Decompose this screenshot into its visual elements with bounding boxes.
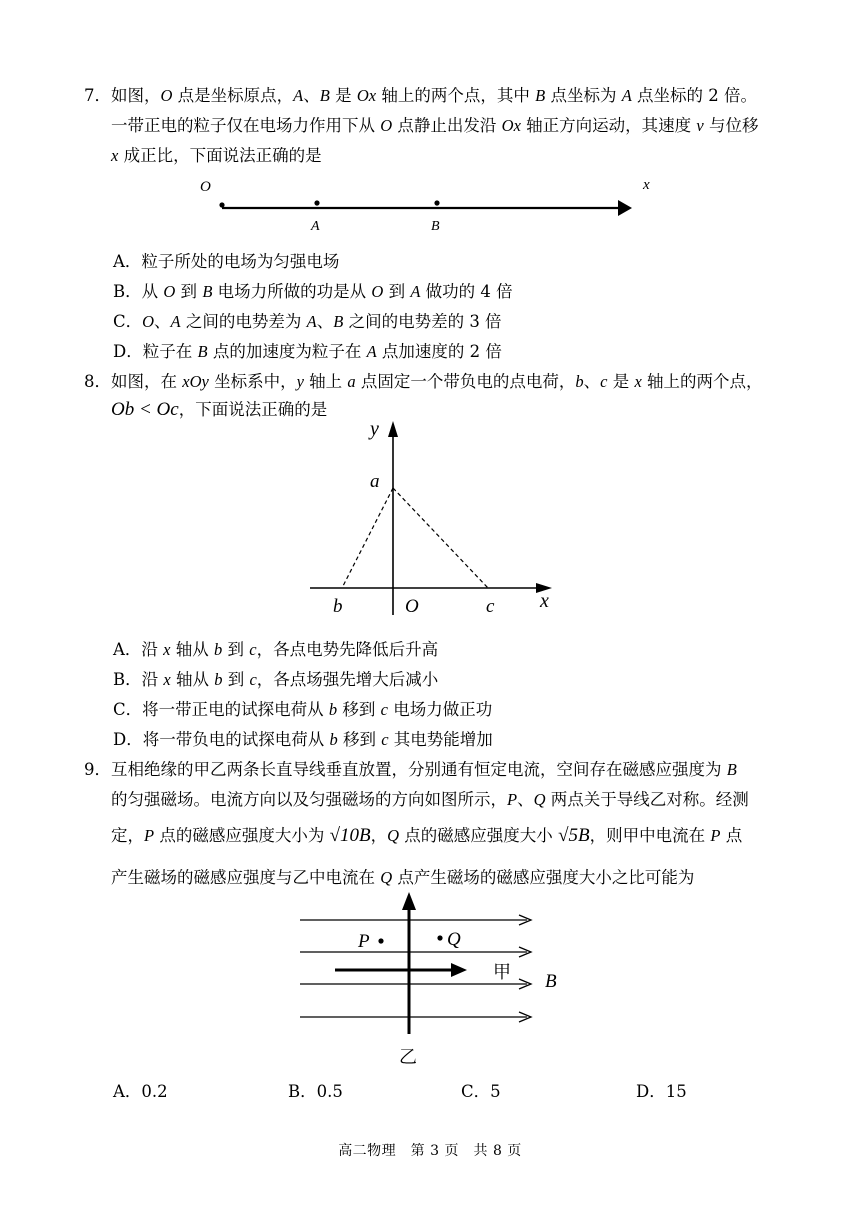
q9-line-4: 产生磁场的磁感应强度与乙中电流在 Q 点产生磁场的磁感应强度大小之比可能为 <box>111 868 695 887</box>
q7-label-x: x <box>643 177 650 193</box>
q9-option-a: A．0.2 <box>113 1082 168 1101</box>
q8-label-b: b <box>333 596 343 617</box>
q8-option-d: D．将一带负电的试探电荷从 b 移到 c 其电势能增加 <box>113 730 493 749</box>
q7-axis-arrow <box>618 200 632 216</box>
q9-point-P <box>378 938 383 943</box>
q9-label-Q: Q <box>447 929 461 950</box>
q8-option-b: B．沿 x 轴从 b 到 c，各点场强先增大后减小 <box>113 670 439 689</box>
q7-label-O: O <box>200 179 211 195</box>
q9-line-3: 定，P 点的磁感应强度大小为 √10B，Q 点的磁感应强度大小 √5B，则甲中电流在 P 点 <box>111 825 743 846</box>
q7-line-2: 一带正电的粒子仅在电场力作用下从 O 点静止出发沿 Ox 轴正方向运动，其速度 v 与位移 <box>111 116 759 135</box>
q9-label-B: B <box>545 971 557 992</box>
q9-option-d: D．15 <box>636 1082 687 1101</box>
q7-option-b: B．从 O 到 B 电场力所做的功是从 O 到 A 做功的 4 倍 <box>113 282 513 301</box>
q7-figure <box>190 175 670 235</box>
q9-line-1: 9．互相绝缘的甲乙两条长直导线垂直放置，分别通有恒定电流，空间存在磁感应强度为 B <box>84 760 737 779</box>
q8-y-arrow <box>388 421 398 437</box>
q8-label-O: O <box>405 596 419 617</box>
page-footer: 高二物理 第 3 页 共 8 页 <box>338 1143 522 1159</box>
q7-label-A: A <box>311 219 320 234</box>
q9-label-yi: 乙 <box>399 1047 417 1068</box>
q9-wire-yi-arrow <box>402 892 416 910</box>
q8-figure <box>300 415 570 625</box>
q7-line-1: 7．如图，O 点是坐标原点，A、B 是 Ox 轴上的两个点，其中 B 点坐标为 A 点坐标的 2 倍。 <box>84 86 758 105</box>
q8-option-a: A．沿 x 轴从 b 到 c，各点电势先降低后升高 <box>113 640 439 659</box>
q8-label-a: a <box>370 471 380 492</box>
q7-option-c: C．O、A 之间的电势差为 A、B 之间的电势差的 3 倍 <box>113 312 502 331</box>
q9-label-jia: 甲 <box>493 962 511 983</box>
q8-line-1: 8．如图，在 xOy 坐标系中，y 轴上 a 点固定一个带负电的点电荷，b、c 是 x 轴上的两个点， <box>84 372 763 391</box>
q8-label-y: y <box>370 418 379 440</box>
q7-option-a: A．粒子所处的电场为匀强电场 <box>113 252 340 271</box>
q9-line-2: 的匀强磁场。电流方向以及匀强磁场的方向如图所示，P、Q 两点关于导线乙对称。经测 <box>111 790 749 809</box>
q9-figure <box>295 888 575 1068</box>
q8-dash-ab <box>342 488 393 588</box>
q7-line-3: x 成正比，下面说法正确的是 <box>111 146 322 165</box>
q7-label-B: B <box>431 219 440 234</box>
q7-point-A <box>314 200 319 205</box>
q9-wire-jia-arrow <box>451 963 467 977</box>
q9-point-Q <box>437 935 442 940</box>
q9-label-P: P <box>358 931 370 952</box>
q8-dash-ac <box>393 488 488 588</box>
q9-option-c: C．5 <box>461 1082 501 1101</box>
q9-option-b: B．0.5 <box>288 1082 343 1101</box>
q8-line-2: Ob < Oc，下面说法正确的是 <box>111 399 328 420</box>
q8-option-c: C．将一带正电的试探电荷从 b 移到 c 电场力做正功 <box>113 700 493 719</box>
q8-label-c: c <box>486 596 495 617</box>
q7-option-d: D．粒子在 B 点的加速度为粒子在 A 点加速度的 2 倍 <box>113 342 502 361</box>
q7-point-B <box>434 200 439 205</box>
q8-label-x: x <box>540 590 549 612</box>
q7-point-O <box>219 202 224 207</box>
